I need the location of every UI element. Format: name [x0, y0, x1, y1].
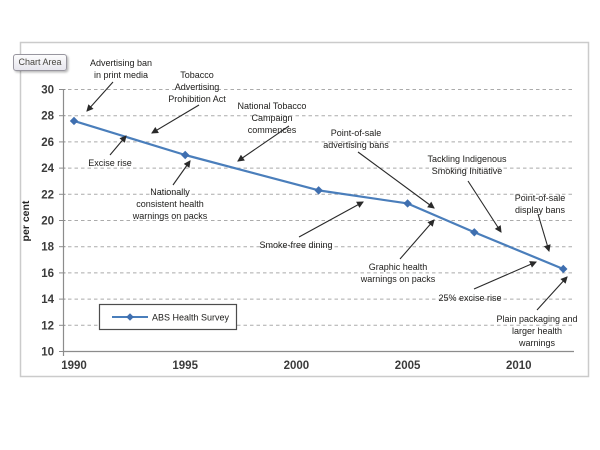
y-axis-label-26: 26 — [41, 136, 54, 149]
annotation-text: advertising bans — [323, 140, 389, 150]
annotation-text: Smoke-free dining — [259, 240, 333, 250]
x-axis-label-2005: 2005 — [394, 360, 421, 372]
annotation-text: Advertising ban — [89, 58, 153, 68]
annotation-text: consistent health — [136, 199, 204, 209]
annotation-text: Graphic health — [368, 262, 428, 272]
y-axis-label-30: 30 — [41, 84, 54, 97]
annotation-text: Tackling Indigenous — [427, 154, 507, 164]
y-axis-label-14: 14 — [41, 294, 54, 307]
annotation-text: Prohibition Act — [168, 94, 226, 104]
annotation-text: Excise rise — [88, 158, 132, 168]
y-axis-title: per cent — [20, 200, 32, 242]
annotation-text: Point-of-sale — [514, 193, 566, 203]
annotation-text: warnings on packs — [360, 274, 436, 284]
legend-label: ABS Health Survey — [152, 312, 230, 323]
annotation-text: in print media — [93, 70, 149, 80]
x-axis-label-2010: 2010 — [506, 360, 532, 372]
annotation-text: 25% excise rise — [438, 293, 502, 303]
annotation-text: Smoking Initiative — [431, 166, 503, 176]
annotation-text: National Tobacco — [237, 101, 307, 111]
annotation-text: warnings on packs — [132, 211, 208, 221]
chart-area-tooltip-label: Chart Area — [18, 57, 62, 67]
y-axis-label-28: 28 — [41, 110, 54, 123]
annotation-text: Point-of-sale — [330, 128, 382, 138]
y-axis-label-22: 22 — [41, 189, 54, 202]
annotation-text: warnings — [518, 338, 556, 348]
chart-area-tooltip — [13, 54, 67, 71]
annotation-text: Plain packaging and — [496, 314, 578, 324]
y-axis-label-20: 20 — [41, 215, 54, 228]
x-axis-label-1990: 1990 — [61, 360, 87, 372]
y-axis-label-16: 16 — [41, 267, 54, 280]
y-axis-label-18: 18 — [41, 241, 54, 254]
y-axis-label-10: 10 — [41, 346, 54, 359]
legend[interactable] — [100, 305, 237, 330]
y-axis-label-24: 24 — [41, 163, 54, 176]
annotation-text: Nationally — [150, 187, 190, 197]
x-axis-label-2000: 2000 — [283, 360, 310, 372]
annotation-text: Tobacco — [180, 70, 214, 80]
annotation-text: Campaign — [251, 113, 293, 123]
y-axis-label-12: 12 — [41, 320, 54, 333]
x-axis-label-1995: 1995 — [172, 360, 198, 372]
annotation-text: commences — [247, 125, 297, 135]
annotation-text: larger health — [511, 326, 563, 336]
annotation-text: Advertising — [174, 82, 220, 92]
annotation-text: display bans — [514, 205, 566, 215]
